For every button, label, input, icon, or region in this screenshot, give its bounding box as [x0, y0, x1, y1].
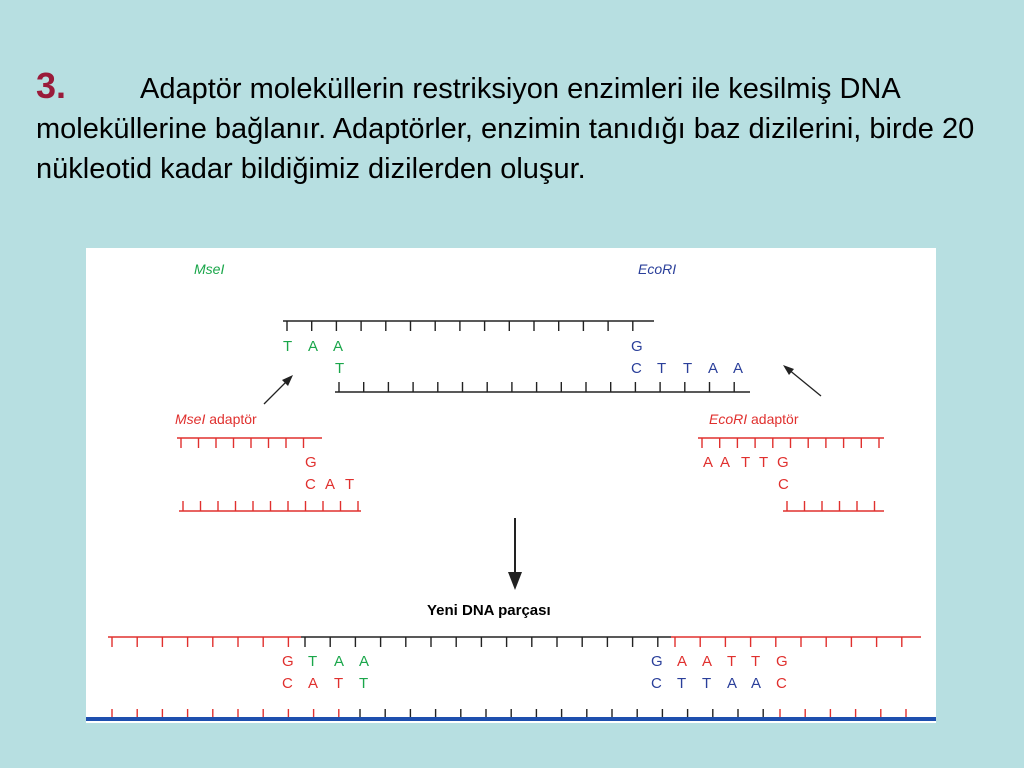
ecori-adaptor-label: EcoRI adaptör: [709, 411, 799, 427]
ecori-label: EcoRI: [638, 261, 677, 277]
base-label: G: [651, 653, 663, 670]
base-label: C: [282, 675, 293, 692]
base-label: T: [359, 675, 369, 692]
base-label: T: [283, 338, 293, 355]
base-label: A: [359, 653, 370, 670]
msei-adaptor-label: MseI adaptör: [175, 411, 257, 427]
base-label: A: [677, 653, 688, 670]
base-label: T: [657, 360, 667, 377]
msei-pointer-arrow: [264, 375, 293, 404]
msei-adaptor-bottom-strand: [179, 501, 361, 511]
base-label: T: [677, 675, 687, 692]
base-label: A: [727, 675, 738, 692]
base-label: C: [651, 675, 662, 692]
base-label: T: [702, 675, 712, 692]
ecori-adaptor-top-strand: [698, 438, 884, 448]
slide-paragraph: [36, 66, 1006, 189]
base-label: G: [282, 653, 294, 670]
msei-adaptor-top-strand: [177, 438, 322, 448]
base-label: A: [708, 360, 719, 377]
item-number: 3.: [36, 65, 67, 106]
base-label: A: [325, 476, 336, 493]
base-label: T: [741, 454, 751, 471]
base-label: T: [683, 360, 693, 377]
base-label: A: [720, 454, 731, 471]
ecori-pointer-arrow: [783, 365, 821, 396]
base-label: T: [335, 360, 345, 377]
adaptor-ligation-figure: [86, 248, 936, 723]
base-label: T: [727, 653, 737, 670]
base-label: G: [777, 454, 789, 471]
base-label: T: [334, 675, 344, 692]
base-label: T: [345, 476, 355, 493]
base-label: T: [308, 653, 318, 670]
fragment-bottom-strand: [335, 382, 750, 392]
paragraph-text: Adaptör moleküllerin restriksiyon enzimleri ile kesilmiş DNA moleküllerine bağlanır. Adaptörler, enzimin tanıdığı baz dizilerini, birde 20 nükleotid kadar bildiğimiz dizilerden oluşur.: [36, 73, 975, 185]
base-label: A: [308, 338, 319, 355]
base-label: A: [751, 675, 762, 692]
base-label: A: [702, 653, 713, 670]
base-label: C: [776, 675, 787, 692]
ecori-adaptor-bottom-strand: [783, 501, 884, 511]
base-label: A: [703, 454, 714, 471]
base-label: A: [334, 653, 345, 670]
msei-label: MseI: [194, 261, 225, 277]
base-label: A: [733, 360, 744, 377]
result-label: Yeni DNA parçası: [427, 602, 551, 619]
fragment-top-strand: [283, 321, 654, 331]
figure-bottom-rule: [86, 717, 936, 721]
base-label: A: [308, 675, 319, 692]
base-label: G: [776, 653, 788, 670]
figure-canvas: [86, 248, 936, 723]
base-label: G: [305, 454, 317, 471]
result-top-strand: [108, 637, 921, 647]
base-label: T: [751, 653, 761, 670]
base-label: C: [778, 476, 789, 493]
base-label: C: [631, 360, 642, 377]
base-label: T: [759, 454, 769, 471]
base-label: C: [305, 476, 316, 493]
base-label: A: [333, 338, 344, 355]
base-label: G: [631, 338, 643, 355]
down-arrow-icon: [508, 518, 522, 590]
